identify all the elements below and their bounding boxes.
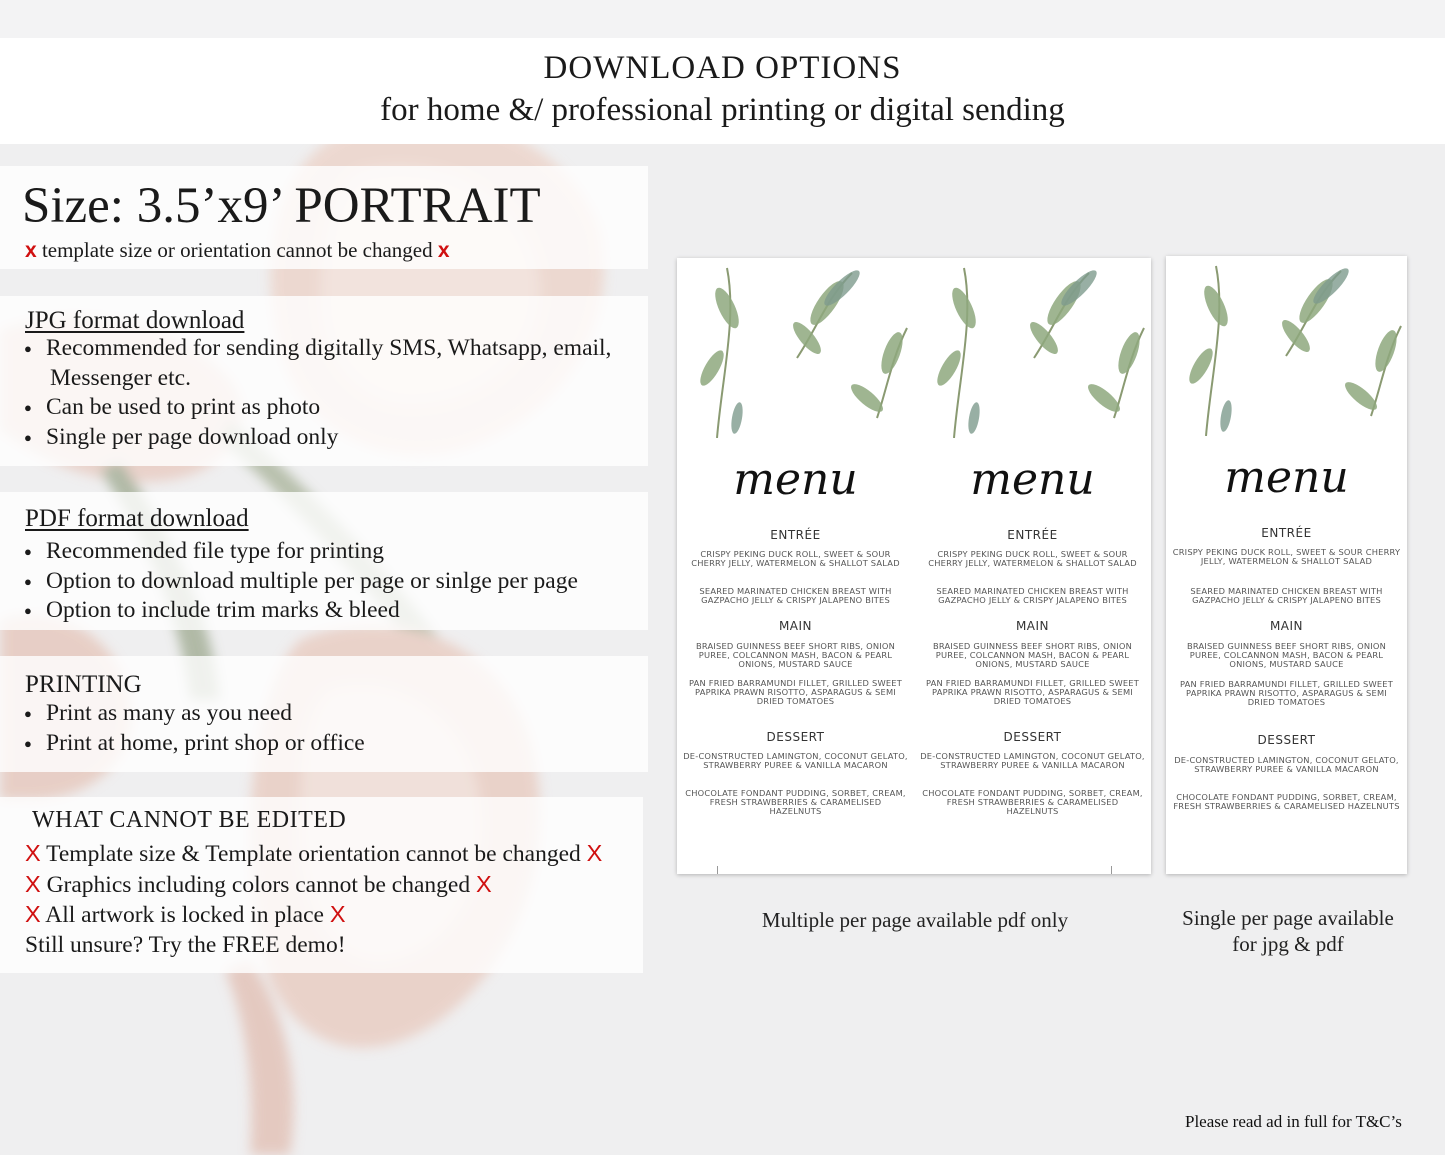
menu-section-title: MAIN	[778, 619, 813, 633]
menu-item: CRISPY PEKING DUCK ROLL, SWEET & SOUR CHERRY JELLY, WATERMELON & SHALLOT SALAD	[928, 549, 1137, 568]
list-item: ● Recommended for sending digitally SMS, Whatsapp, email,	[24, 334, 611, 364]
jpg-title: JPG format download	[25, 307, 245, 334]
menu-section-title: DESSERT	[1257, 733, 1316, 747]
menu-item: CHOCOLATE FONDANT PUDDING, SORBET, CREAM, FRESH STRAWBERRIES & CARAMELISED HAZELNUTS	[922, 788, 1143, 816]
menu-heading: menu	[970, 454, 1095, 505]
size-title: Size: 3.5’x9’ PORTRAIT	[22, 178, 541, 234]
list-item: ● Option to include trim marks & bleed	[24, 596, 578, 626]
demo-note: Still unsure? Try the FREE demo!	[25, 931, 346, 958]
leaf-graphic	[914, 258, 1151, 438]
red-x-icon: X	[25, 840, 41, 866]
menu-item: DE-CONSTRUCTED LAMINGTON, COCONUT GELATO, STRAWBERRY PUREE & VANILLA MACARON	[683, 751, 908, 770]
menu-item: PAN FRIED BARRAMUNDI FILLET, GRILLED SWEET PAPRIKA PRAWN RISOTTO, ASPARAGUS & SEMI DRIED TOMATOES	[925, 678, 1140, 706]
list-item: Messenger etc.	[50, 364, 191, 391]
list-item: ● Single per page download only	[24, 423, 611, 453]
list-item-text: Template size & Template orientation cannot be changed	[46, 841, 581, 867]
list-item: ● Can be used to print as photo	[24, 393, 611, 423]
size-panel	[0, 166, 648, 269]
leaf-graphic	[1166, 256, 1407, 436]
list-item	[25, 900, 602, 931]
trim-mark	[717, 866, 718, 874]
menu-item: PAN FRIED BARRAMUNDI FILLET, GRILLED SWEET PAPRIKA PRAWN RISOTTO, ASPARAGUS & SEMI DRIED TOMATOES	[1179, 679, 1394, 707]
list-item: ● Print as many as you need	[24, 699, 365, 729]
list-item: ● Recommended file type for printing	[24, 537, 578, 567]
red-x-icon: X	[329, 901, 346, 928]
menu-section-title: DESSERT	[766, 730, 825, 744]
red-x-icon: X	[586, 840, 603, 866]
trim-mark	[1111, 866, 1112, 874]
printing-panel	[0, 656, 648, 772]
single-per-page-preview	[1166, 256, 1407, 874]
menu-section-title: ENTRÉE	[770, 528, 821, 542]
red-x-icon: x	[25, 239, 37, 262]
menu-section-title: MAIN	[1269, 619, 1304, 633]
menu-item: BRAISED GUINNESS BEEF SHORT RIBS, ONION PUREE, COLCANNON MASH, BACON & PEARL ONIONS, MUSTARD SAUCE	[1186, 641, 1387, 669]
list-item-text: Graphics including colors cannot be changed	[46, 871, 471, 898]
list-item: ● Print at home, print shop or office	[24, 729, 365, 759]
red-x-icon: X	[25, 870, 41, 897]
menu-section-title: DESSERT	[1003, 730, 1062, 744]
terms-footnote: Please read ad in full for T&C’s	[1185, 1112, 1402, 1131]
list-item-text: All artwork is locked in place	[45, 902, 324, 929]
top-strip	[0, 0, 1445, 38]
menu-heading: menu	[733, 454, 858, 505]
menu-section-title: ENTRÉE	[1007, 528, 1058, 542]
menu-card-left	[677, 258, 914, 874]
menu-item: DE-CONSTRUCTED LAMINGTON, COCONUT GELATO, STRAWBERRY PUREE & VANILLA MACARON	[1174, 755, 1399, 774]
single-caption-line: Single per page available	[1182, 906, 1394, 930]
multi-caption: Multiple per page available pdf only	[761, 908, 1069, 932]
jpg-bullet-list	[24, 334, 611, 452]
menu-item: SEARED MARINATED CHICKEN BREAST WITH GAZPACHO JELLY & CRISPY JALAPENO BITES	[936, 586, 1129, 605]
size-note-text: template size or orientation cannot be changed	[41, 238, 433, 262]
red-x-icon: X	[475, 870, 492, 897]
pdf-panel	[0, 492, 648, 630]
list-item	[25, 839, 602, 870]
header-banner	[0, 38, 1445, 144]
menu-item: PAN FRIED BARRAMUNDI FILLET, GRILLED SWEET PAPRIKA PRAWN RISOTTO, ASPARAGUS & SEMI DRIED TOMATOES	[688, 678, 903, 706]
jpg-panel	[0, 296, 648, 466]
pdf-bullet-list	[24, 537, 578, 626]
list-item: ● Option to download multiple per page or sinlge per page	[24, 567, 578, 597]
menu-item: SEARED MARINATED CHICKEN BREAST WITH GAZPACHO JELLY & CRISPY JALAPENO BITES	[1190, 586, 1383, 605]
menu-item: BRAISED GUINNESS BEEF SHORT RIBS, ONION PUREE, COLCANNON MASH, BACON & PEARL ONIONS, MUSTARD SAUCE	[932, 641, 1133, 669]
cannot-edit-list	[25, 839, 602, 960]
cannot-edit-title: WHAT CANNOT BE EDITED	[32, 807, 347, 833]
page-title: DOWNLOAD OPTIONS	[543, 50, 902, 86]
menu-card-right	[914, 258, 1151, 874]
cannot-edit-panel	[0, 797, 643, 973]
menu-section-title: ENTRÉE	[1261, 526, 1312, 540]
list-item	[25, 870, 602, 901]
single-caption-line: for jpg & pdf	[1232, 932, 1344, 956]
menu-item: CRISPY PEKING DUCK ROLL, SWEET & SOUR CHERRY JELLY, WATERMELON & SHALLOT SALAD	[1172, 547, 1401, 566]
printing-title: PRINTING	[25, 671, 142, 698]
red-x-icon: X	[25, 901, 41, 928]
menu-item: DE-CONSTRUCTED LAMINGTON, COCONUT GELATO, STRAWBERRY PUREE & VANILLA MACARON	[920, 751, 1145, 770]
menu-item: CRISPY PEKING DUCK ROLL, SWEET & SOUR CHERRY JELLY, WATERMELON & SHALLOT SALAD	[691, 549, 900, 568]
pdf-title: PDF format download	[25, 505, 249, 532]
single-caption	[1160, 905, 1416, 957]
menu-item: CHOCOLATE FONDANT PUDDING, SORBET, CREAM, FRESH STRAWBERRIES & CARAMELISED HAZELNUTS	[1173, 792, 1400, 811]
menu-item: BRAISED GUINNESS BEEF SHORT RIBS, ONION PUREE, COLCANNON MASH, BACON & PEARL ONIONS, MUSTARD SAUCE	[695, 641, 896, 669]
menu-section-title: MAIN	[1015, 619, 1050, 633]
printing-bullet-list	[24, 699, 365, 758]
menu-item: SEARED MARINATED CHICKEN BREAST WITH GAZPACHO JELLY & CRISPY JALAPENO BITES	[699, 586, 892, 605]
multi-per-page-preview	[677, 258, 1151, 874]
menu-heading: menu	[1224, 452, 1349, 503]
size-note	[25, 238, 450, 263]
red-x-icon: x	[437, 239, 450, 262]
page-subtitle: for home &/ professional printing or digital sending	[380, 92, 1065, 128]
menu-item: CHOCOLATE FONDANT PUDDING, SORBET, CREAM, FRESH STRAWBERRIES & CARAMELISED HAZELNUTS	[685, 788, 906, 816]
leaf-graphic	[677, 258, 914, 438]
